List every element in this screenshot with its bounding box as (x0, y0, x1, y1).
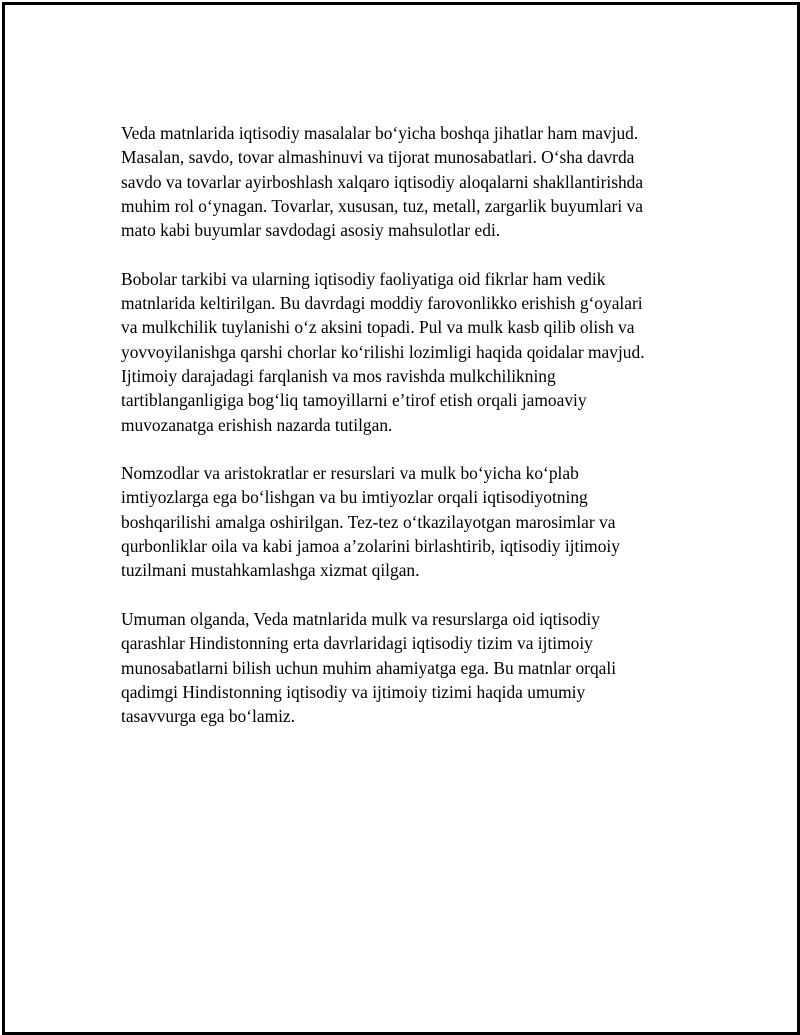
text-line: yovvoyilanishga qarshi chorlar koʻrilishi lozimligi haqida qoidalar mavjud. (121, 341, 645, 362)
text-line: Veda matnlarida iqtisodiy masalalar boʻyicha boshqa jihatlar ham mavjud. (121, 123, 639, 143)
text-line: qarashlar Hindistonning erta davrlaridagi iqtisodiy tizim va ijtimoiy (121, 633, 593, 654)
text-line: imtiyozlarga ega boʻlishgan va bu imtiyozlar orqali iqtisodiyotning (121, 487, 588, 508)
text-line: muhim rol oʻynagan. Tovarlar, xususan, tuz, metall, zargarlik buyumlari va (121, 195, 643, 216)
text-line: tasavvurga ega boʻlamiz. (121, 706, 295, 727)
text-line: Nomzodlar va aristokratlar er resurslari va mulk boʻyicha koʻplab (121, 463, 579, 484)
text-line: va mulkchilik tuylanishi oʻz aksini topadi. Pul va mulk kasb qilib olish va (121, 317, 635, 338)
text-line: savdo va tovarlar ayirboshlash xalqaro iqtisodiy aloqalarni shakllantirishda (121, 171, 644, 192)
text-line: Ijtimoiy darajadagi farqlanish va mos ravishda mulkchilikning (121, 365, 556, 386)
text-line: mato kabi buyumlar savdodagi asosiy mahsulotlar edi. (121, 220, 501, 241)
page-border (2, 2, 800, 1035)
document-body (121, 121, 691, 753)
text-line: matnlarida keltirilgan. Bu davrdagi moddiy farovonlikko erishish gʻoyalari (121, 293, 643, 314)
text-line: qadimgi Hindistonning iqtisodiy va ijtimoiy tizimi haqida umumiy (121, 681, 586, 702)
text-line: munosabatlarni bilish uchun muhim ahamiyatga ega. Bu matnlar orqali (121, 657, 617, 678)
text-line: tuzilmani mustahkamlashga xizmat qilgan. (121, 560, 420, 581)
text-line: Bobolar tarkibi va ularning iqtisodiy faoliyatiga oid fikrlar ham vedik (121, 268, 606, 289)
paragraph-ancestors (121, 267, 691, 437)
text-line: Umuman olganda, Veda matnlarida mulk va resurslarga oid iqtisodiy (121, 608, 600, 629)
text-line: muvozanatga erishish nazarda tutilgan. (121, 414, 393, 435)
paragraph-aristocrats (121, 461, 691, 582)
paragraph-conclusion (121, 607, 691, 728)
text-line: qurbonliklar oila va kabi jamoa aʼzolarini birlashtirib, iqtisodiy ijtimoiy (121, 536, 620, 557)
text-line: Masalan, savdo, tovar almashinuvi va tijorat munosabatlari. Oʻsha davrda (121, 147, 635, 168)
text-line: tartiblanganligiga bogʻliq tamoyillarni eʼtirof etish orqali jamoaviy (121, 390, 587, 411)
paragraph-trade (121, 121, 691, 242)
text-line: boshqarilishi amalga oshirilgan. Tez-tez oʻtkazilayotgan marosimlar va (121, 511, 616, 532)
